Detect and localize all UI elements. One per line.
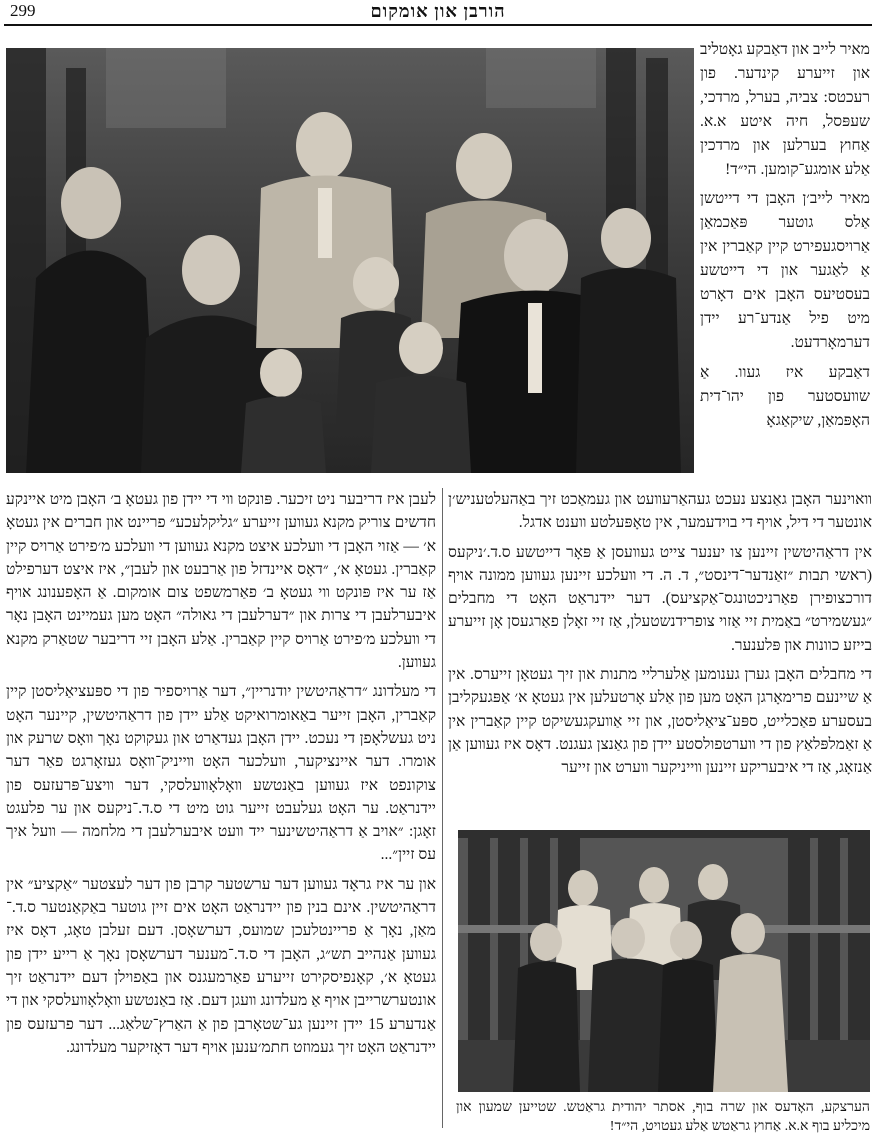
family-photo-image — [6, 48, 694, 473]
column-divider — [442, 488, 443, 1128]
group-photo-caption: הערצקע, האָדעס און שרה בוף, אסתר יהודית גראַטש. שטייען שמעון און מיכליע בוף א.א. אַחוץ גראַטש אַלע געטויט, הי״ד! — [456, 1100, 870, 1134]
paragraph: מאיר לייב׳ן האָבן די דייטשן אַלס גוטער פּאַכמאַן אַרויסגעפירט קיין קאַברין אין אַ לאַגער און די דייטשע בעסטיעס האָבן אים דאָרט מיט פיל אַנדע־רע יידן דערמאָרדעט. — [700, 190, 870, 351]
top-right-caption-text — [700, 38, 870, 439]
group-photo — [458, 830, 870, 1092]
right-column-text — [448, 488, 872, 786]
left-column-text — [6, 488, 436, 1065]
paragraph: די מעלדונג ״דראַהיטשין יודנריין״, דער אַרויספיר פון די ספּעציאַליסטן קיין קאַברין, האָבן זייער באַאומרואיקט אַלע יידן פון דראַהיטשין, קיינער האָט ניט געשלאָפן די נעכט. יידן האָבן געדאַרט און געקוקט נאָך װאָס שרעק און אומרו. דער איינציקער, װעלכער האָט װייניק־װאָס געזאָרגט פאַר דער צוקונפט איז געװען באַנטשע װאָלאָװעלסקי, דער װיצע־פּרעזעס פון יידנראַט. ער האָט געלעבט זייער גוט מיט די ס.ד.־ניקעס און ער פלעגט זאָגן: ״אויב אַ דראַהיטשינער ייד װעט איבערלעבן די מלחמה — װעל איך עס זיין״... — [6, 683, 436, 864]
paragraph: לעבן איז דריבער ניט זיכער. פּונקט װי די יידן פון געטאָ ב׳ האָבן מיט איינקע חדשים צוריק מקנא געװען זייערע ״גליקלעכע״ פריינט און חברים אין געטאָ א׳ — אַזוי האָבן די װעלכע איצט מקנא געװען די װעלכע מ׳פירט אַרויס קיין קאַברין. געטאָ א׳, ״דאָס איינדזל פון אַרבעט און לעבן״, איז איצט דערפילט אַז ער איז פּונקט װי געטאָ ב׳ פאַרמשפט צום אומקום. אַ האָפענונג אויף איבערלעבן די צרות און ״דערלעבן די גאולה״ האָט מען געמיינט האָבן נאָר די װעלכע מ׳פירט אַרויס קיין קאַברין. אַלע האָבן זיי דריבער שטאַרק מקנא געװען. — [6, 491, 436, 672]
paragraph: דאַבקע איז געוו. אַ שװעסטער פון יהו־דית האָפּמאַן, שיקאַגאָ — [700, 363, 870, 429]
page-header — [4, 0, 872, 26]
paragraph: און ער איז גראָד געװען דער ערשטער קרבן פון דער לעצטער ״אַקציע״ אין דראַהיטשין. אינם בנין פון יידנראַט האָט אים זיין גוטער באַקאַנטער ס.ד.־מאַן, נאָך אַ פריינטלעכן שמועס, דערשאָסן. דעם זעלבן טאָג, דאָס איז געװען אַנהייב תש״ג, האָבן די ס.ד.־מענער דערשאָסן נאָך אַ רייע יידן פון געטאָ א׳, קאָנפיסקירט זייערע פאַרמעגנס און באַפוילן דעם יידנראַט זיך אונטערשרייבן אויף אַ מעלדונג װעגן דעם. אַז באַנטשע װאָלאָװעלסקי און די אַנדערע 15 יידן זיינען גע־שטאָרבן פון אַ האַרץ־שלאַג... דער פרעזעס פון יידנראַט האָט זיך געמוזט חתמ׳ענען אויף דער דאָזיקער מעלדונג. — [6, 875, 436, 1056]
page-number: 299 — [10, 1, 36, 20]
paragraph: אין דראַהיטשין זיינען צו יענער צייט געװעסן אַ פּאָר דייטשע ס.ד.׳ניקעס (ראשי תבות ״זאַנדער־דינסט״, ד. ה. די װעלכע זיינען געװען ממונה אויף דורכצופירן פאַרניכטונגס־אַקציעס). דער יידנראַט האָט די מחבלים ״געשמירט״ באַמית זיי אַזוי צופרידנשטעלן, אַז זיי זאָלן פאַרגעסן אָן זייערע בייזע כוונות און פּלענער. — [448, 543, 872, 654]
paragraph: װאוינער האָבן גאַנצע נעכט געהאַרעװעט און געמאַכט זיך באַהעלטעניש׳ן אונטער די דיל, אויף די בוידעמער, אין טאָפּעלטע װענט אדגל. — [448, 491, 872, 532]
running-title: הורבן און אומקום — [370, 1, 506, 21]
paragraph: די מחבלים האָבן גערן גענומען אַלערליי מתנות און זיך געטאָן זייערס. אין אַ שיינעם פרימאָרגן האָט מען פון אַלע אָרטעלען אין געטאָ א׳ אַפּגעקליבן בעסערע פאַכלייט, ספּע־ציאַליסטן, און זיי אַװעקגעשיקט קיין קאַברין אין אַ זאַמלפּלאַץ פון די װערטפולסטע יידן פון גאַנצן געגנט. דאָס איז געװען אַן אַנזאָג, אַז די איבעריקע זיינען װייניקער װערט און זייער — [448, 666, 872, 777]
paragraph: מאיר לייב און דאַבקע גאָטליב און זייערע קינדער. פון רעכטס: צביה, בערל, מרדכי, שעפּסל, חיה איטע א.א. אַחוץ בערלען און מרדכין אַלע אומגע־קומען. הי״ד! — [700, 41, 870, 178]
family-photo — [6, 48, 694, 473]
group-photo-image — [458, 830, 870, 1092]
